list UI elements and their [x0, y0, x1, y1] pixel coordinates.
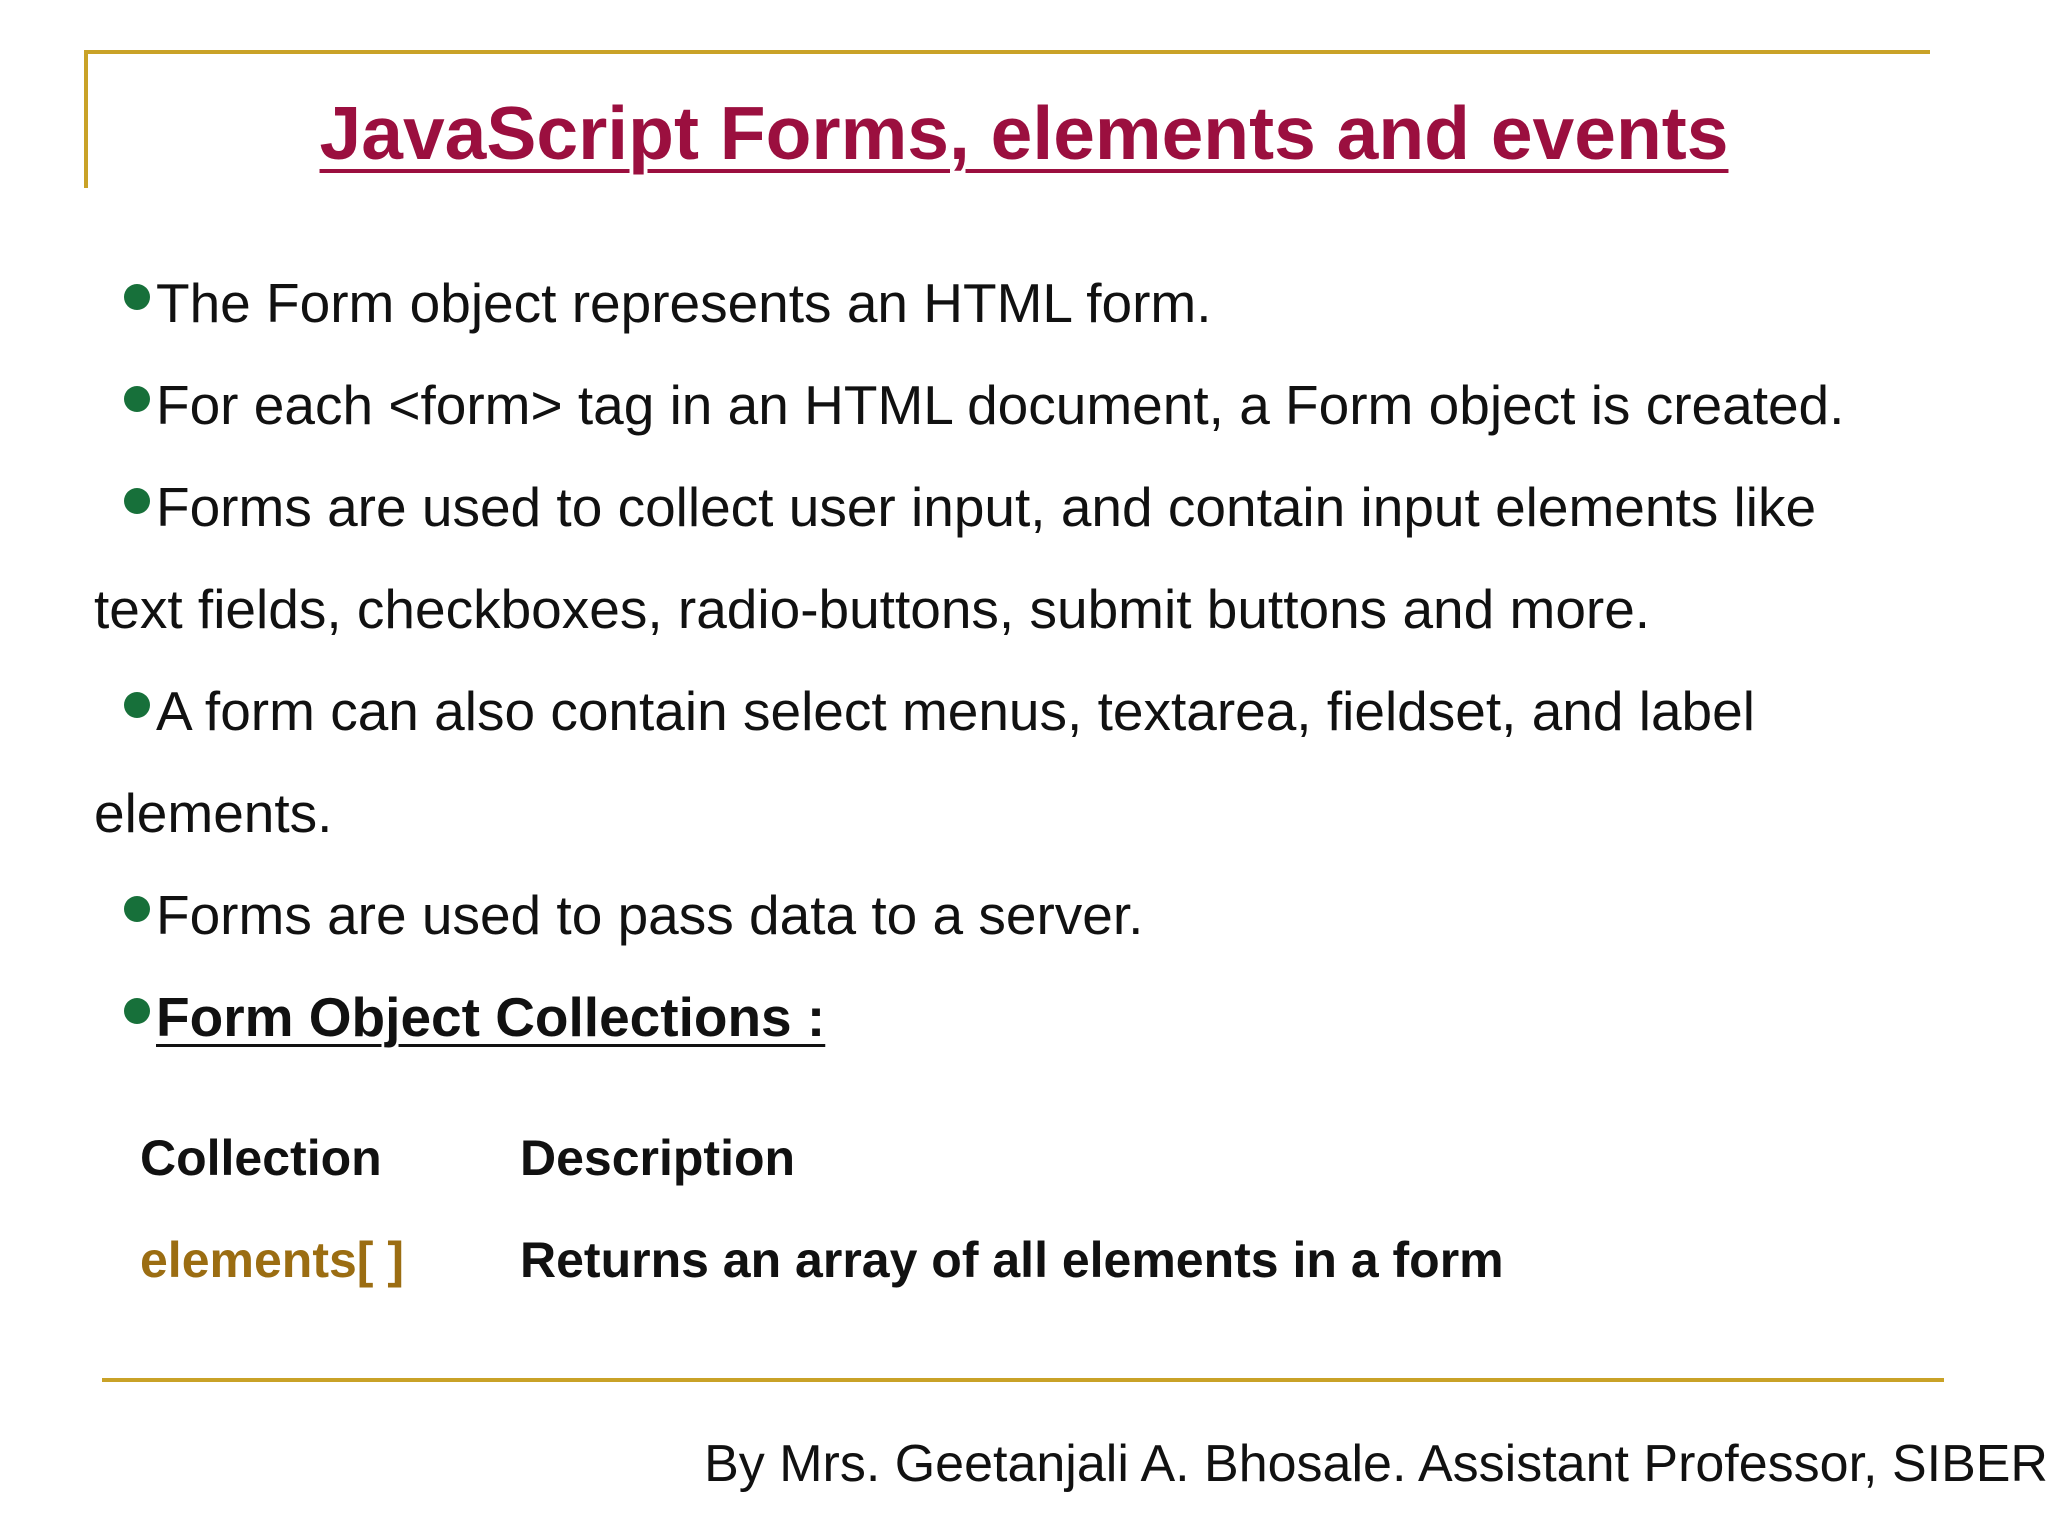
bullet-item-form-tag: [124, 354, 1924, 456]
bullet-text: For each <form> tag in an HTML document, a Form object is created.: [156, 374, 1845, 436]
bullet-item-server: [124, 864, 1924, 966]
bullet-item-user-input: [124, 456, 1924, 558]
table-cell-collection: elements[ ]: [140, 1232, 404, 1288]
filled-circle-bullet-icon: [124, 896, 150, 922]
bullet-item-form-object: [124, 252, 1924, 354]
bullet-text: A form can also contain select menus, textarea, fieldset, and label: [156, 680, 1755, 742]
bullet-item-form-contents: [124, 660, 1924, 762]
filled-circle-bullet-icon: [124, 692, 150, 718]
footer-divider: [102, 1378, 1944, 1382]
bullet-item-collections-heading: [124, 966, 1924, 1068]
collections-table: [140, 1122, 1840, 1326]
filled-circle-bullet-icon: [124, 284, 150, 310]
table-row: [140, 1224, 1840, 1326]
filled-circle-bullet-icon: [124, 386, 150, 412]
bullet-list: [94, 252, 1924, 1068]
bullet-continuation-input-types: [94, 558, 1924, 660]
bullet-text: elements.: [94, 782, 333, 844]
bullet-text: The Form object represents an HTML form.: [156, 272, 1212, 334]
table-header-row: [140, 1122, 1840, 1224]
bullet-continuation-elements: [94, 762, 1924, 864]
top-decorative-rule: [84, 50, 1930, 54]
bullet-text: text fields, checkboxes, radio-buttons, submit buttons and more.: [94, 578, 1651, 640]
slide-title: JavaScript Forms, elements and events: [319, 91, 1729, 175]
filled-circle-bullet-icon: [124, 488, 150, 514]
table-cell-description: Returns an array of all elements in a form: [520, 1232, 1504, 1288]
filled-circle-bullet-icon: [124, 998, 150, 1024]
bullet-text: Forms are used to pass data to a server.: [156, 884, 1144, 946]
table-header-collection: Collection: [140, 1130, 382, 1186]
bullet-text: Forms are used to collect user input, and contain input elements like: [156, 476, 1817, 538]
slide-footer: By Mrs. Geetanjali A. Bhosale. Assistant Professor, SIBER: [704, 1435, 2048, 1493]
table-header-description: Description: [520, 1130, 796, 1186]
collections-heading: Form Object Collections :: [156, 986, 826, 1048]
